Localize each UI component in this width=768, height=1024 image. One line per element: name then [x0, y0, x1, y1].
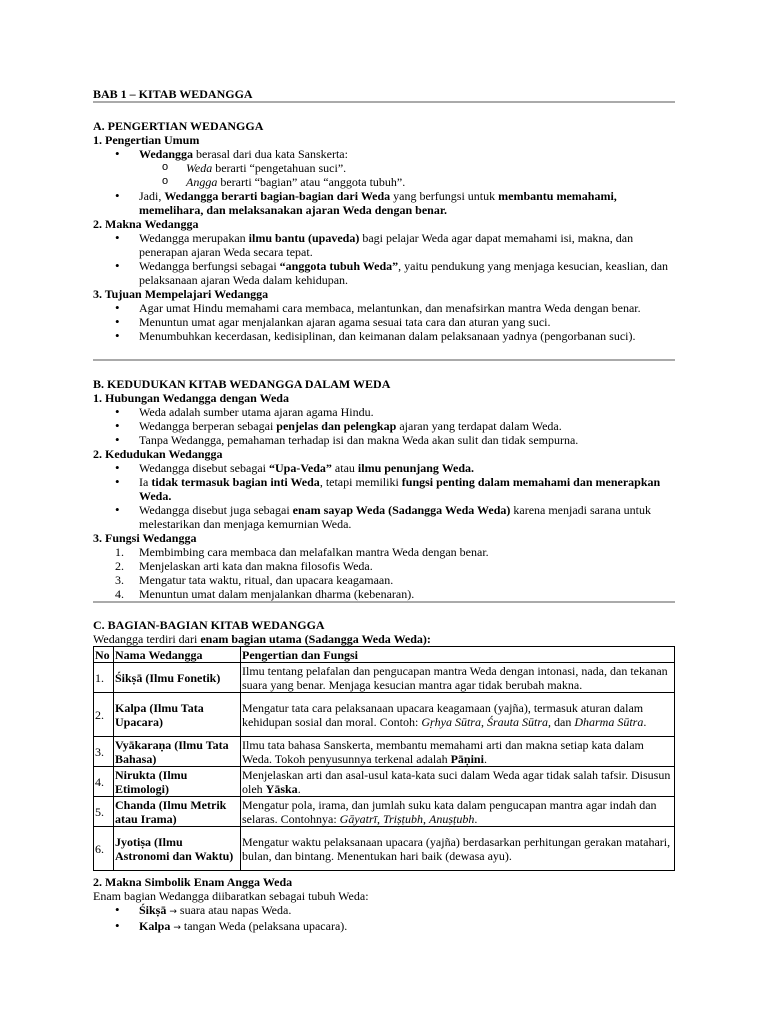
term-italic: Gāyatrī — [339, 811, 377, 826]
section-a-sub3: 3. Tujuan Mempelajari Wedangga — [93, 287, 269, 301]
list-item — [93, 175, 675, 189]
term-italic: Śrauta Sūtra — [486, 714, 548, 729]
section-a-title: A. PENGERTIAN WEDANGGA — [93, 119, 264, 133]
item-text: tangan Weda (pelaksana upacara). — [180, 919, 348, 933]
cell-desc: Ilmu tentang pelafalan dan pengucapan mantra Weda dengan intonasi, nada, dan tekanan suara yang benar. Menjaga kesucian mantra agar tidak berubah makna. — [241, 663, 675, 693]
item-text: . — [643, 714, 647, 729]
item-text: ajaran yang terdapat dalam Weda. — [396, 419, 562, 433]
horizontal-rule — [93, 101, 675, 103]
bullet-list — [93, 903, 675, 935]
table-row — [94, 827, 675, 871]
term-bold: enam sayap Weda (Sadangga Weda Weda) — [292, 503, 511, 517]
section-c-sub2-intro: Enam bagian Wedangga diibaratkan sebagai tubuh Weda: — [93, 889, 369, 903]
item-text: atau — [331, 461, 358, 475]
document-title: BAB 1 – KITAB WEDANGGA — [93, 87, 253, 101]
term-bold: Pāṇini — [450, 751, 484, 766]
item-text: Jadi, — [139, 189, 165, 203]
list-item — [93, 919, 675, 935]
list-item — [93, 903, 675, 919]
term-bold: penjelas dan pelengkap — [276, 419, 397, 433]
item-text: Wedangga merupakan — [139, 231, 249, 245]
list-item — [93, 161, 675, 175]
item-text: , — [423, 811, 430, 826]
bullet-list — [93, 461, 675, 531]
item-text: . — [297, 781, 301, 796]
item-text: Wedangga terdiri dari — [93, 632, 201, 646]
item-number: 2. — [115, 559, 124, 573]
list-item — [93, 559, 675, 573]
item-number: 1. — [115, 545, 124, 559]
section-a — [93, 119, 675, 343]
section-c-part2 — [93, 875, 675, 935]
item-text: . — [483, 751, 487, 766]
section-a-sub1: 1. Pengertian Umum — [93, 133, 200, 147]
item-text: berasal dari dua kata Sanskerta: — [193, 147, 348, 161]
cell-name: Vyākaraṇa (Ilmu Tata Bahasa) — [114, 737, 241, 767]
term-bold: fungsi penting dalam memahami dan menerapkan Weda. — [139, 475, 661, 503]
arrow-right-icon: → — [173, 923, 181, 933]
item-text: bagi pelajar Weda agar dapat memahami isi, makna, dan penerapan ajaran Weda secara tepat. — [139, 231, 634, 259]
item-text: berarti “pengetahuan suci”. — [212, 161, 347, 175]
sub-bullet-list — [93, 161, 675, 189]
term-bold: Kalpa — [139, 919, 171, 933]
term-italic: Weda — [186, 161, 213, 175]
cell-no: 1. — [94, 663, 114, 693]
term-bold: Wedangga berarti bagian-bagian dari Weda — [164, 189, 391, 203]
list-item — [93, 503, 675, 531]
bullet-list — [93, 231, 675, 287]
item-text: Ia — [139, 475, 152, 489]
section-b-sub1: 1. Hubungan Wedangga dengan Weda — [93, 391, 289, 405]
item-text: Menuntun umat dalam menjalankan dharma (kebenaran). — [139, 587, 415, 601]
list-item — [93, 419, 675, 433]
list-item — [93, 461, 675, 475]
item-text: suara atau napas Weda. — [176, 903, 292, 917]
item-text: , yaitu pendukung yang menjaga kesucian, keaslian, dan pelaksanaan ajaran Weda dalam kehidupan. — [139, 259, 669, 287]
cell-name: Śikṣā (Ilmu Fonetik) — [114, 663, 241, 693]
section-c-intro — [93, 632, 675, 646]
horizontal-rule — [93, 359, 675, 361]
item-text: Menjelaskan arti kata dan makna filosofis Weda. — [139, 559, 373, 573]
section-a-sub2: 2. Makna Wedangga — [93, 217, 199, 231]
cell-no: 3. — [94, 737, 114, 767]
section-c-title: C. BAGIAN-BAGIAN KITAB WEDANGGA — [93, 618, 325, 632]
term-bold: tidak termasuk bagian inti Weda — [151, 475, 320, 489]
cell-no: 2. — [94, 693, 114, 737]
term-italic: Gṛhya Sūtra — [421, 714, 481, 729]
bullet-list — [93, 405, 675, 447]
list-item — [93, 189, 675, 217]
cell-no: 6. — [94, 827, 114, 871]
section-b-sub3: 3. Fungsi Wedangga — [93, 531, 197, 545]
section-b-title: B. KEDUDUKAN KITAB WEDANGGA DALAM WEDA — [93, 377, 391, 391]
section-c-sub2: 2. Makna Simbolik Enam Angga Weda — [93, 875, 293, 889]
item-text: Mengatur tata cara pelaksanaan upacara keagamaan (yajña), termasuk aturan dalam kehidupan sosial dan moral. Contoh: — [242, 700, 644, 729]
item-text: , dan — [548, 714, 575, 729]
cell-no: 4. — [94, 767, 114, 797]
term-italic: Anuṣṭubh — [429, 811, 475, 826]
item-number: 3. — [115, 573, 124, 587]
term-bold: “anggota tubuh Weda” — [279, 259, 399, 273]
bullet-list — [93, 301, 675, 343]
table-row — [94, 797, 675, 827]
item-text: Wedangga disebut juga sebagai — [139, 503, 293, 517]
list-item: • Menuntun umat agar menjalankan ajaran agama sesuai tata cara dan aturan yang suci. — [93, 315, 675, 329]
item-text: Wedangga berfungsi sebagai — [139, 259, 280, 273]
bullet-list — [93, 189, 675, 217]
item-text: Mengatur pola, irama, dan jumlah suku kata dalam pengucapan mantra agar indah dan selaras. Contohnya: — [242, 797, 657, 826]
list-item — [93, 259, 675, 287]
section-b-sub2: 2. Kedudukan Wedangga — [93, 447, 223, 461]
cell-name: Jyotiṣa (Ilmu Astronomi dan Waktu) — [114, 827, 241, 871]
list-item: • Tanpa Wedangga, pemahaman terhadap isi dan makna Weda akan sulit dan tidak sempurna. — [93, 433, 675, 447]
arrow-right-icon: → — [169, 907, 177, 917]
list-item — [93, 545, 675, 559]
section-c — [93, 618, 675, 646]
list-item — [93, 475, 675, 503]
item-text: , — [377, 811, 383, 826]
cell-desc — [241, 737, 675, 767]
item-text: . — [474, 811, 478, 826]
wedangga-table — [93, 646, 675, 871]
term-bold: ilmu penunjang Weda. — [357, 461, 475, 475]
cell-name: Kalpa (Ilmu Tata Upacara) — [114, 693, 241, 737]
list-item — [93, 573, 675, 587]
table-header-row — [94, 647, 675, 663]
cell-desc — [241, 767, 675, 797]
term-bold: Śikṣā — [139, 903, 167, 917]
item-text: Menjelaskan arti dan asal-usul kata-kata suci dalam Weda agar tidak salah tafsir. Disusun oleh — [242, 767, 671, 796]
table-row — [94, 737, 675, 767]
item-text: Wedangga disebut sebagai — [139, 461, 269, 475]
item-number: 4. — [115, 587, 124, 601]
term-bold: ilmu bantu (upaveda) — [248, 231, 360, 245]
term-bold: Wedangga — [139, 147, 194, 161]
term-italic: Dharma Sūtra — [574, 714, 644, 729]
cell-desc — [241, 797, 675, 827]
list-item — [93, 147, 675, 161]
list-item: • Menumbuhkan kecerdasan, kedisiplinan, dan keimanan dalam pelaksanaan yadnya (pengorbanan suci). — [93, 329, 675, 343]
item-text: Wedangga berperan sebagai — [139, 419, 277, 433]
numbered-list — [93, 545, 675, 601]
item-text: , tetapi memiliki — [319, 475, 402, 489]
term-italic: Triṣṭubh — [383, 811, 424, 826]
list-item — [93, 231, 675, 259]
table-row — [94, 663, 675, 693]
section-b — [93, 377, 675, 601]
list-item — [93, 587, 675, 601]
item-text: Ilmu tata bahasa Sanskerta, membantu memahami arti dan makna setiap kata dalam Weda. Tokoh penyusunnya terkenal adalah — [242, 737, 644, 766]
table-row — [94, 767, 675, 797]
term-bold: Yāska — [265, 781, 298, 796]
column-header-name: Nama Wedangga — [114, 647, 241, 663]
item-text: karena menjadi sarana untuk melestarikan dan menjaga kemurnian Weda. — [139, 503, 651, 531]
term-bold: enam bagian utama (Sadangga Weda Weda): — [200, 632, 431, 646]
term-italic: Angga — [186, 175, 218, 189]
cell-desc — [241, 693, 675, 737]
item-text: Membimbing cara membaca dan melafalkan mantra Weda dengan benar. — [139, 545, 489, 559]
bullet-list — [93, 147, 675, 161]
item-text: Mengatur tata waktu, ritual, dan upacara keagamaan. — [139, 573, 394, 587]
item-text: , — [480, 714, 487, 729]
list-item: • Weda adalah sumber utama ajaran agama Hindu. — [93, 405, 675, 419]
cell-name: Chanda (Ilmu Metrik atau Irama) — [114, 797, 241, 827]
list-item: • Agar umat Hindu memahami cara membaca, melantunkan, dan menafsirkan mantra Weda dengan benar. — [93, 301, 675, 315]
term-bold: membantu memahami, memelihara, dan melaksanakan ajaran Weda dengan benar. — [139, 189, 617, 217]
cell-name: Nirukta (Ilmu Etimologi) — [114, 767, 241, 797]
item-text: berarti “bagian” atau “anggota tubuh”. — [217, 175, 406, 189]
table-row — [94, 693, 675, 737]
cell-no: 5. — [94, 797, 114, 827]
column-header-no: No — [94, 647, 114, 663]
item-text: yang berfungsi untuk — [390, 189, 499, 203]
term-bold: “Upa-Veda” — [269, 461, 332, 475]
cell-desc: Mengatur waktu pelaksanaan upacara (yajña) berdasarkan perhitungan gerakan matahari, bulan, dan bintang. Menentukan hari baik (dewasa ayu). — [241, 827, 675, 871]
horizontal-rule — [93, 601, 675, 603]
column-header-desc: Pengertian dan Fungsi — [241, 647, 675, 663]
